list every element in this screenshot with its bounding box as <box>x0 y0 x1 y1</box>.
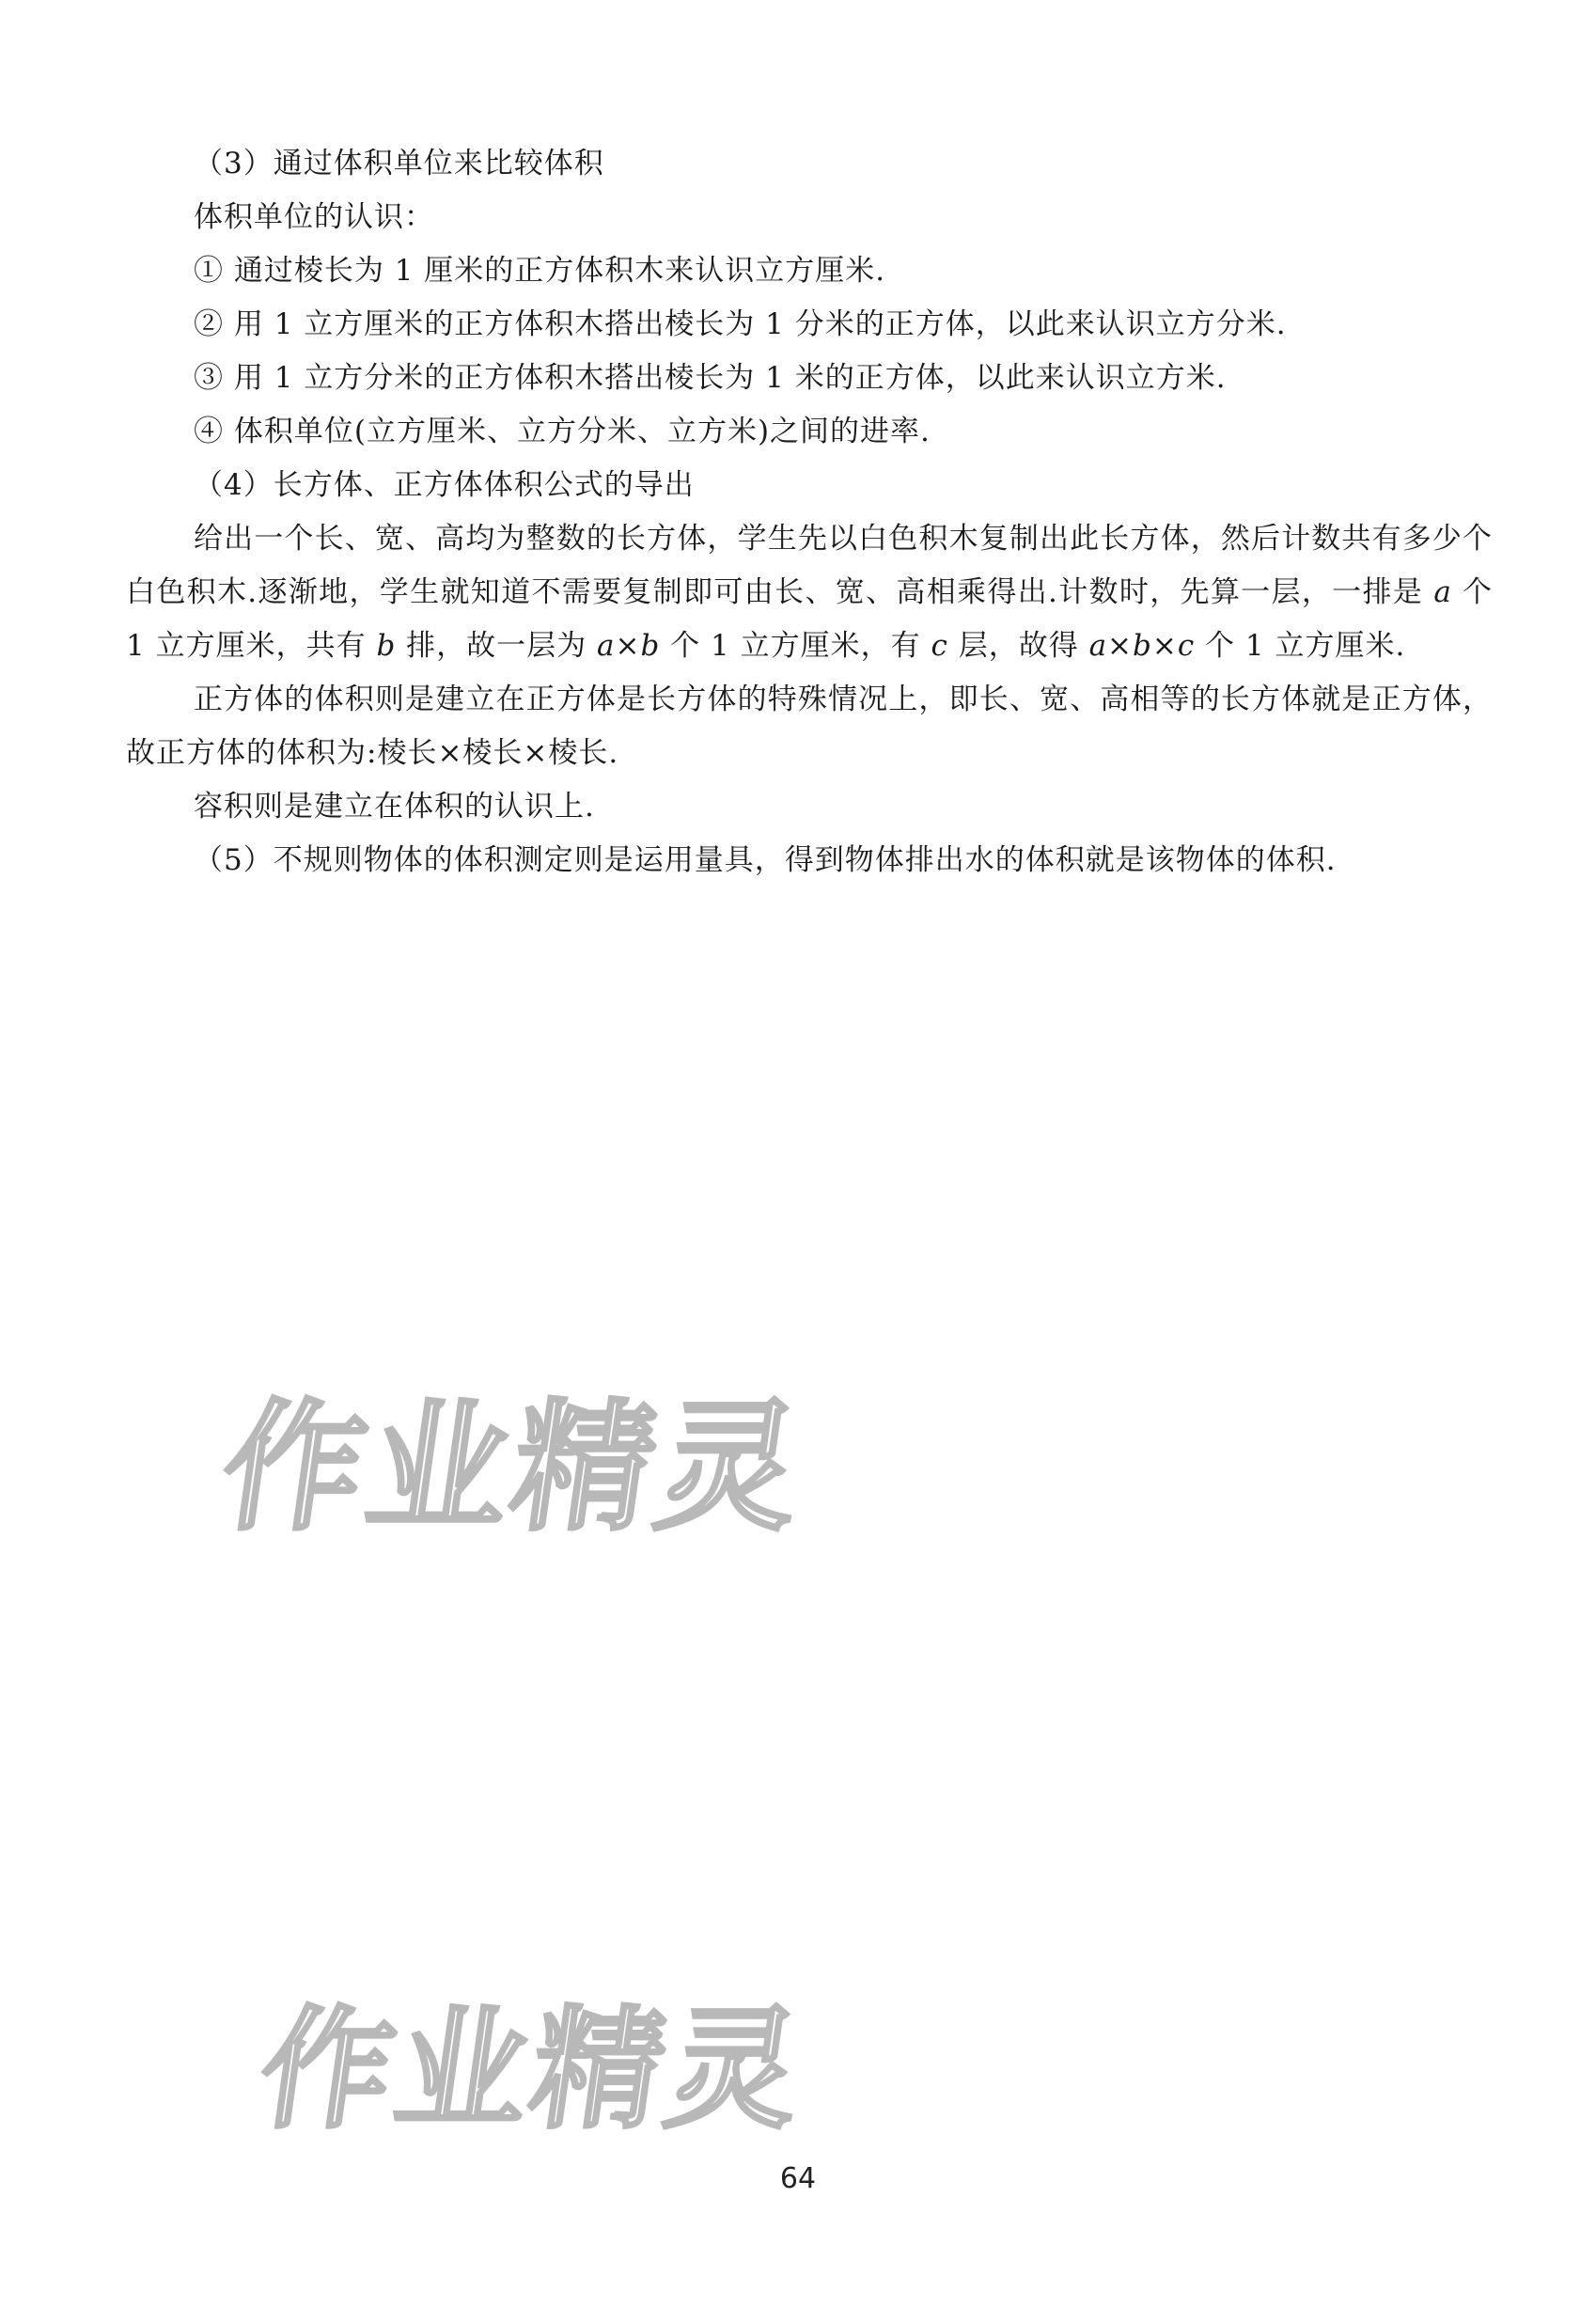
list-item-1: ① 通过棱长为 1 厘米的正方体积木来认识立方厘米. <box>194 254 886 288</box>
paragraph-text: 排，故一层为 <box>396 629 598 663</box>
list-item-3: ③ 用 1 立方分米的正方体积木搭出棱长为 1 米的正方体，以此来认识立方米. <box>194 361 1227 395</box>
paragraph-text: 个 1 立方厘米，共有 <box>126 575 1493 663</box>
page-content <box>126 137 1493 887</box>
section-5-irregular-volume: （5）不规则物体的体积测定则是运用量具，得到物体排出水的体积就是该物体的体积. <box>194 843 1337 877</box>
paragraph-cube-volume: 正方体的体积则是建立在正方体是长方体的特殊情况上，即长、宽、高相等的长方体就是正方体，故正方体的体积为:棱长×棱长×棱长. <box>126 683 1493 770</box>
section-3-heading: （3）通过体积单位来比较体积 <box>194 147 604 180</box>
watermark-logo-1: 作业精灵 <box>211 1387 815 1550</box>
variable-b: b <box>376 629 397 663</box>
paragraph-text: 给出一个长、宽、高均为整数的长方体，学生先以白色积木复制出此长方体，然后计数共有多少个白色积木.逐渐地，学生就知道不需要复制即可由长、宽、高相乘得出.计数时，先算一层，一排是 <box>126 522 1493 609</box>
list-item-4: ④ 体积单位(立方厘米、立方分米、立方米)之间的进率. <box>194 415 931 448</box>
volume-units-intro: 体积单位的认识： <box>194 200 434 234</box>
list-item-2: ② 用 1 立方厘米的正方体积木搭出棱长为 1 分米的正方体，以此来认识立方分米. <box>194 307 1287 341</box>
paragraph-text: 层，故得 <box>947 629 1089 663</box>
paragraph-text: 个 1 立方厘米. <box>1195 629 1406 663</box>
page-number: 64 <box>779 2162 817 2195</box>
expression-a-times-b-times-c: a×b×c <box>1088 629 1196 663</box>
section-4-heading: （4）长方体、正方体体积公式的导出 <box>194 468 695 502</box>
paragraph-text: 个 1 立方厘米，有 <box>660 629 931 663</box>
watermark-logo-2: 作业精灵 <box>250 1994 814 2147</box>
variable-c: c <box>931 629 948 663</box>
variable-a: a <box>1433 575 1452 609</box>
paragraph-cuboid-formula <box>126 512 1493 673</box>
paragraph-capacity: 容积则是建立在体积的认识上. <box>194 790 595 824</box>
expression-a-times-b: a×b <box>597 629 661 663</box>
